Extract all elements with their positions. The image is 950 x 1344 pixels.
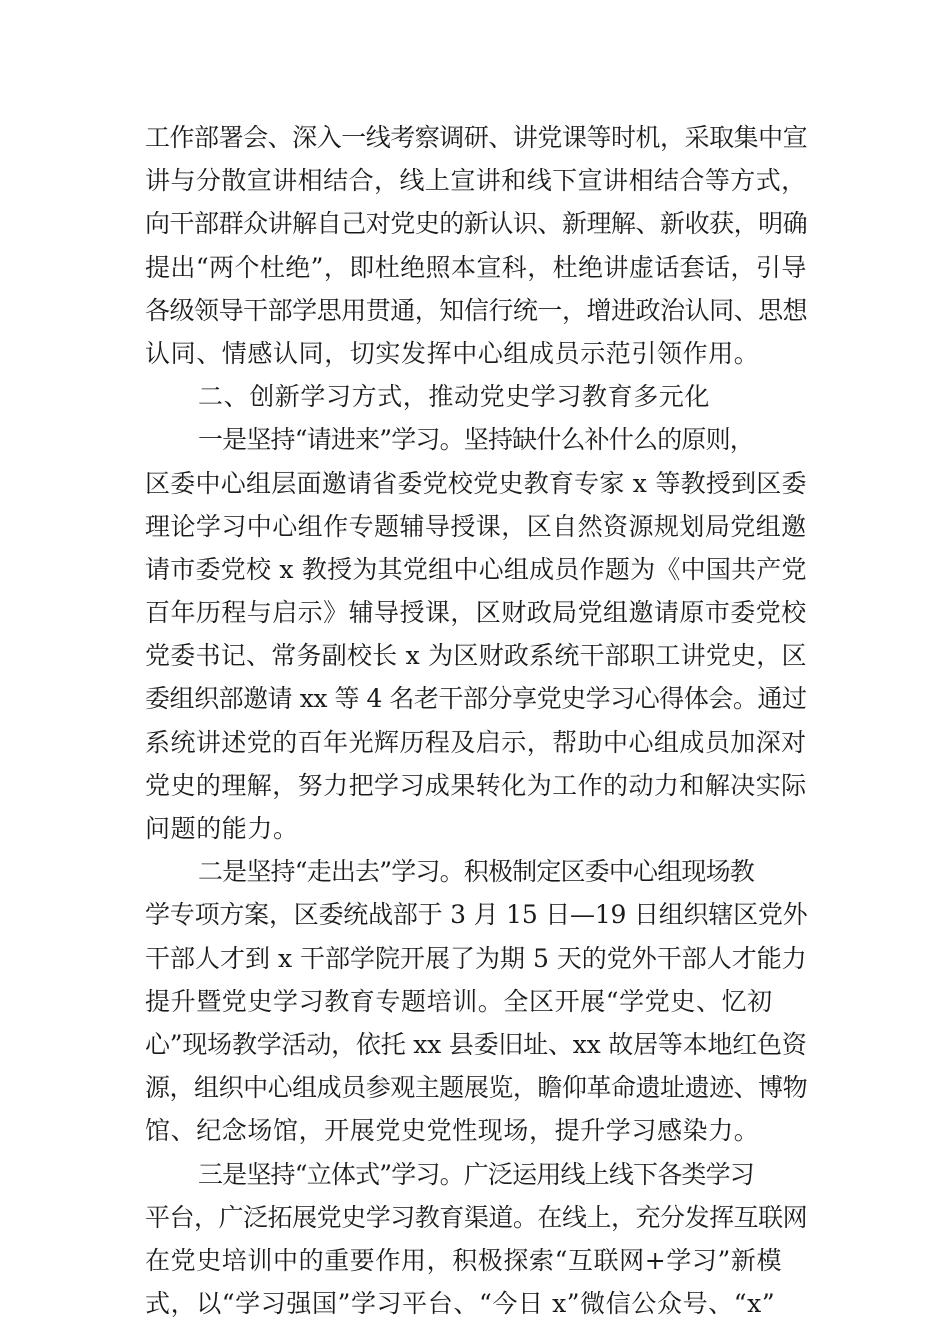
text-line: 二是坚持“走出去”学习。积极制定区委中心组现场教 <box>198 857 754 887</box>
text-line: 学专项方案，区委统战部于 3 月 15 日—19 日组织辖区党外 <box>145 900 808 930</box>
text-line: 讲与分散宣讲相结合，线上宣讲和线下宣讲相结合等方式， <box>145 166 807 196</box>
text-line: 平台，广泛拓展党史学习教育渠道。在线上，充分发挥互联网 <box>145 1202 808 1232</box>
text-line: 源，组织中心组成员参观主题展览，瞻仰革命遗址遗迹、博物 <box>145 1073 808 1103</box>
text-line: 问题的能力。 <box>145 814 299 843</box>
text-line: 心”现场教学活动，依托 xx 县委旧址、xx 故居等本地红色资 <box>145 1029 807 1059</box>
text-line: 区委中心组层面邀请省委党校党史教育专家 x 等教授到区委 <box>145 468 807 498</box>
text-line: 理论学习中心组作专题辅导授课，区自然资源规划局党组邀 <box>145 511 807 541</box>
text-line: 提升暨党史学习教育专题培训。全区开展“学党史、忆初 <box>145 986 773 1016</box>
text-line: 式，以“学习强国”学习平台、“今日 x”微信公众号、“x” <box>145 1289 776 1319</box>
text-line: 干部人才到 x 干部学院开展了为期 5 天的党外干部人才能力 <box>145 943 807 973</box>
text-line: 党史的理解，努力把学习成果转化为工作的动力和解决实际 <box>145 770 807 800</box>
text-line: 委组织部邀请 xx 等 4 名老干部分享党史学习心得体会。通过 <box>145 684 807 714</box>
text-line: 各级领导干部学思用贯通，知信行统一，增进政治认同、思想 <box>145 295 808 325</box>
text-line: 馆、纪念场馆，开展党史党性现场，提升学习感染力。 <box>145 1116 760 1146</box>
text-line: 在党史培训中的重要作用，积极探索“互联网+学习”新模 <box>145 1245 783 1275</box>
text-line: 认同、情感认同，切实发挥中心组成员示范引领作用。 <box>145 338 760 368</box>
text-line: 百年历程与启示》辅导授课，区财政局党组邀请原市委党校 <box>145 598 807 628</box>
text-line: 请市委党校 x 教授为其党组中心组成员作题为《中国共产党 <box>145 554 807 584</box>
text-line: 向干部群众讲解自己对党史的新认识、新理解、新收获，明确 <box>145 209 808 239</box>
body-text <box>145 116 808 1325</box>
text-line: 三是坚持“立体式”学习。广泛运用线上线下各类学习 <box>198 1159 754 1189</box>
text-line: 工作部署会、深入一线考察调研、讲党课等时机，采取集中宣 <box>145 123 808 152</box>
text-line: 党委书记、常务副校长 x 为区财政系统干部职工讲党史，区 <box>145 641 807 671</box>
text-line: 一是坚持“请进来”学习。坚持缺什么补什么的原则， <box>198 425 754 455</box>
text-line: 系统讲述党的百年光辉历程及启示，帮助中心组成员加深对 <box>145 727 807 757</box>
text-line: 提出“两个杜绝”，即杜绝照本宣科，杜绝讲虚话套话，引导 <box>145 252 807 282</box>
text-line: 二、创新学习方式，推动党史学习教育多元化 <box>198 382 711 412</box>
